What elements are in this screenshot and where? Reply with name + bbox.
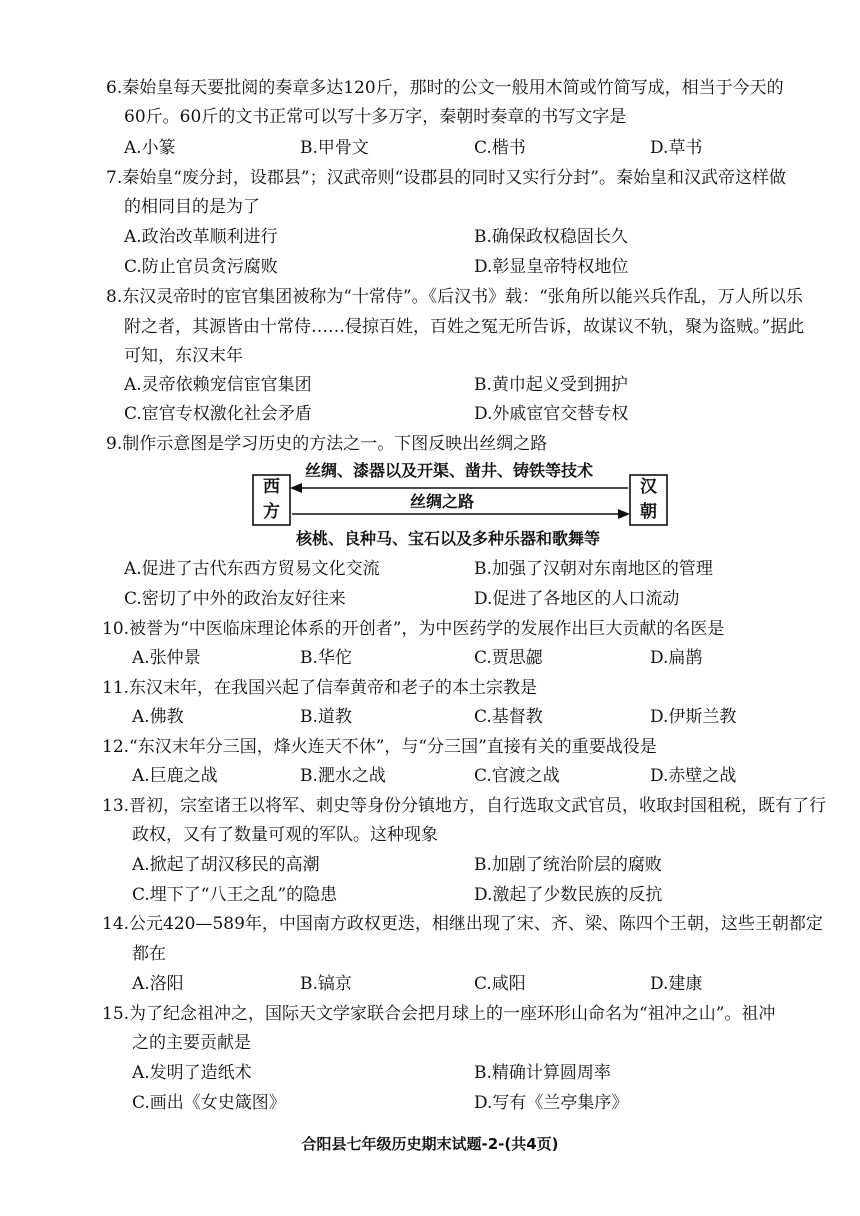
question-15-option-d: D.写有《兰亭集序》 [474, 1093, 629, 1113]
question-8-line-1: 8.东汉灵帝时的宦官集团被称为“十常侍”。《后汉书》载：“张角所以能兴兵作乱，万人所以乐 [106, 287, 803, 307]
question-10-option-a: A.张仲景 [132, 648, 201, 668]
question-14-option-b: B.镐京 [300, 974, 352, 994]
question-8-line-3: 可知，东汉末年 [124, 346, 243, 366]
bottom-arrow-head [618, 509, 630, 519]
question-11-option-d: D.伊斯兰教 [650, 707, 737, 727]
question-15-option-b: B.精确计算圆周率 [474, 1063, 611, 1083]
question-12-line-1: 12.“东汉末年分三国，烽火连天不休”，与“分三国”直接有关的重要战役是 [102, 737, 657, 757]
question-7-option-a: A.政治改革顺利进行 [124, 227, 278, 247]
question-13-line-1: 13.晋初，宗室诸王以将军、刺史等身份分镇地方，自行选取文武官员，收取封国租税，既有了行 [102, 796, 827, 816]
page-footer: 合阳县七年级历史期末试题-2-(共4页) [301, 1135, 559, 1153]
question-10-option-b: B.华佗 [300, 648, 352, 668]
question-7-line-1: 7.秦始皇“废分封，设郡县”；汉武帝则“设郡县的同时又实行分封”。秦始皇和汉武帝这样做 [106, 168, 786, 188]
question-12-option-c: C.官渡之战 [474, 766, 560, 786]
question-8-option-b: B.黄巾起义受到拥护 [474, 375, 628, 395]
question-6-option-c: C.楷书 [474, 138, 526, 158]
han-box-char-1: 汉 [640, 477, 657, 497]
question-13-option-c: C.埋下了“八王之乱”的隐患 [132, 885, 338, 905]
question-6-line-1: 6.秦始皇每天要批阅的奏章多达120斤，那时的公文一般用木简或竹简写成，相当于今天的 [106, 78, 784, 98]
question-9-line-1: 9.制作示意图是学习历史的方法之一。下图反映出丝绸之路 [106, 434, 548, 454]
question-14-line-2: 都在 [132, 944, 166, 964]
question-14-option-d: D.建康 [650, 974, 703, 994]
question-9-option-d: D.促进了各地区的人口流动 [474, 589, 680, 609]
question-13-option-a: A.掀起了胡汉移民的高潮 [132, 855, 320, 875]
question-6-option-b: B.甲骨文 [300, 138, 369, 158]
question-15-line-2: 之的主要贡献是 [132, 1033, 251, 1053]
question-11-option-b: B.道教 [300, 707, 352, 727]
question-6-line-2: 60斤。60斤的文书正常可以写十多万字，秦朝时奏章的书写文字是 [124, 107, 627, 127]
question-7-option-d: D.彰显皇帝特权地位 [474, 257, 629, 277]
han-box-char-2: 朝 [640, 502, 657, 522]
question-8-option-a: A.灵帝依赖宠信宦官集团 [124, 375, 312, 395]
question-14-line-1: 14.公元420—589年，中国南方政权更迭，相继出现了宋、齐、梁、陈四个王朝，这些王朝都定 [102, 914, 823, 934]
question-10-line-1: 10.被誉为“中医临床理论体系的开创者”，为中医药学的发展作出巨大贡献的名医是 [102, 619, 725, 639]
question-12-option-d: D.赤壁之战 [650, 766, 737, 786]
bottom-label: 核桃、良种马、宝石以及多种乐器和歌舞等 [296, 529, 601, 548]
question-15-option-a: A.发明了造纸术 [132, 1063, 252, 1083]
question-12-option-a: A.巨鹿之战 [132, 766, 218, 786]
question-8-option-d: D.外戚宦官交替专权 [474, 404, 629, 424]
question-9-option-c: C.密切了中外的政治友好往来 [124, 589, 346, 609]
question-7-option-b: B.确保政权稳固长久 [474, 227, 628, 247]
question-14-option-c: C.咸阳 [474, 974, 526, 994]
question-7-option-c: C.防止官员贪污腐败 [124, 257, 278, 277]
question-10-option-d: D.扁鹊 [650, 648, 703, 668]
question-10-option-c: C.贾思勰 [474, 648, 543, 668]
west-box-char-1: 西 [263, 477, 280, 497]
top-arrow-label: 丝绸、漆器以及开渠、凿井、铸铁等技术 [305, 461, 594, 480]
question-6-option-a: A.小篆 [124, 138, 176, 158]
question-7-line-2: 的相同目的是为了 [124, 197, 260, 217]
question-13-option-b: B.加剧了统治阶层的腐败 [474, 855, 662, 875]
question-9-option-a: A.促进了古代东西方贸易文化交流 [124, 559, 380, 579]
question-9-option-b: B.加强了汉朝对东南地区的管理 [474, 559, 713, 579]
question-6-option-d: D.草书 [650, 138, 703, 158]
question-11-option-c: C.基督教 [474, 707, 543, 727]
question-13-option-d: D.激起了少数民族的反抗 [474, 885, 663, 905]
middle-label: 丝绸之路 [410, 492, 475, 511]
question-8-line-2: 附之者，其源皆由十常侍……侵掠百姓，百姓之冤无所告诉，故谋议不轨，聚为盗贼。”据此 [124, 317, 805, 337]
question-15-option-c: C.画出《女史箴图》 [132, 1093, 286, 1113]
west-box-char-2: 方 [263, 502, 280, 522]
question-14-option-a: A.洛阳 [132, 974, 184, 994]
question-11-option-a: A.佛教 [132, 707, 184, 727]
question-8-option-c: C.宦官专权激化社会矛盾 [124, 404, 312, 424]
question-11-line-1: 11.东汉末年，在我国兴起了信奉黄帝和老子的本土宗教是 [102, 678, 538, 698]
question-13-line-2: 政权，又有了数量可观的军队。这种现象 [132, 825, 438, 845]
top-arrow-head [290, 483, 302, 493]
question-15-line-1: 15.为了纪念祖冲之，国际天文学家联合会把月球上的一座环形山命名为“祖冲之山”。祖冲 [102, 1004, 776, 1024]
question-12-option-b: B.淝水之战 [300, 766, 386, 786]
